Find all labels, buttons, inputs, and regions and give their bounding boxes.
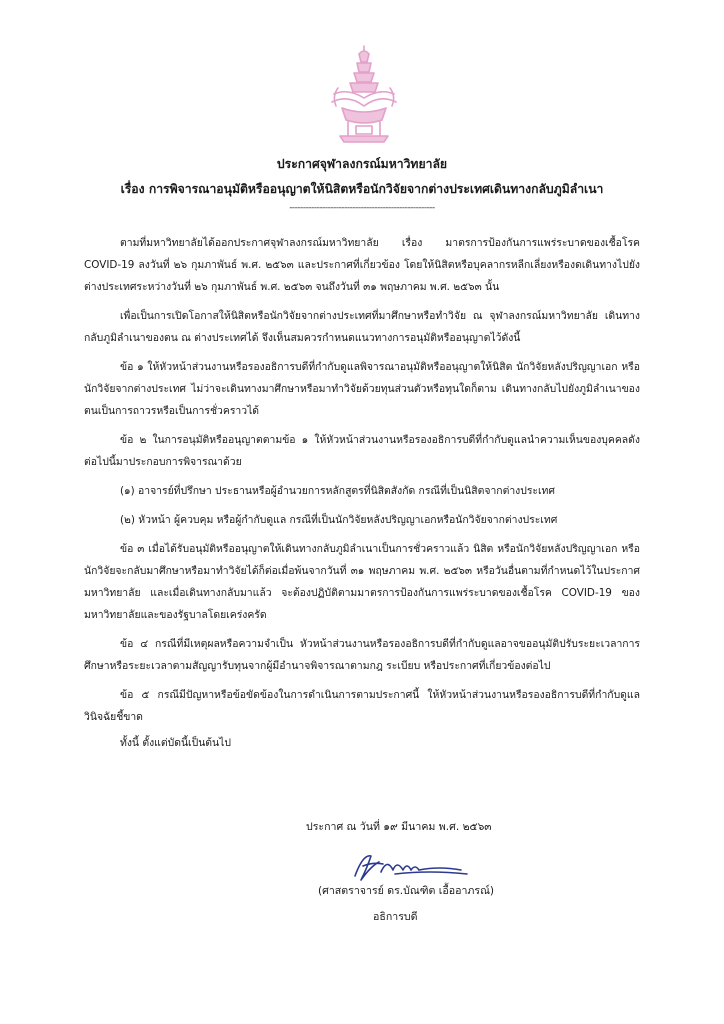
clause-2-item-1: (๑) อาจารย์ที่ปรึกษา ประธานหรือผู้อำนวยการหลักสูตรที่นิสิตสังกัด กรณีที่เป็นนิสิตจากต่างประเทศ: [120, 485, 555, 497]
clause-4: ข้อ ๔ กรณีที่มีเหตุผลหรือความจำเป็น หัวหน้าส่วนงานหรือรองอธิการบดีที่กำกับดูแลอาจขออนุมัติปรับระยะเวลาการศึกษาหรือระยะเวลาตามสัญญารับทุนจากผู้มีอำนาจพิจารณาตามกฎ ระเบียบ หรือประกาศที่เกี่ยวข้องต่อไป: [84, 638, 640, 672]
clause-2: ข้อ ๒ ในการอนุมัติหรืออนุญาตตามข้อ ๑ ให้หัวหน้าส่วนงานหรือรองอธิการบดีที่กำกับดูแลนำความเห็นของบุคคลดังต่อไปนี้มาประกอบการพิจารณาด้วย: [84, 434, 640, 468]
university-seal-icon: [326, 42, 402, 144]
announcement-subject: เรื่อง การพิจารณาอนุมัติหรืออนุญาตให้นิสิตหรือนักวิจัยจากต่างประเทศเดินทางกลับภูมิลำเนา: [120, 182, 604, 196]
clause-3: ข้อ ๓ เมื่อได้รับอนุมัติหรืออนุญาตให้เดินทางกลับภูมิลำเนาเป็นการชั่วคราวแล้ว นิสิต หรือนักวิจัยหลังปริญญาเอก หรือนักวิจัยจะกลับมาศึกษาหรือมาทำวิจัยได้ก็ต่อเมื่อพ้นจากวันที่ ๓๑ พฤษภาคม พ.ศ. ๒๕๖๓ หรือวันอื่นตามที่กำหนดไว้ในประกาศมหาวิทยาลัย และเมื่อเดินทางกลับมาแล้ว จะต้องปฏิบัติตามมาตรการป้องกันการแพร่ระบาดของเชื้อโรค COVID-19 ของมหาวิทยาลัยและของรัฐบาลโดยเคร่งครัด: [84, 543, 640, 621]
signatory-name: (ศาสตราจารย์ ดร.บัณฑิต เอื้ออาภรณ์): [318, 885, 495, 897]
clause-1: ข้อ ๑ ให้หัวหน้าส่วนงานหรือรองอธิการบดีที่กำกับดูแลพิจารณาอนุมัติหรืออนุญาตให้นิสิต นักวิจัยหลังปริญญาเอก หรือนักวิจัยจากต่างประเทศ ไม่ว่าจะเดินทางมาศึกษาหรือมาทำวิจัยด้วยทุนส่วนตัวหรือทุนใดก็ตาม เดินทางกลับไปยังภูมิลำเนาของตนเป็นการถาวรหรือเป็นการชั่วคราวได้: [84, 361, 640, 417]
paragraph-purpose: เพื่อเป็นการเปิดโอกาสให้นิสิตหรือนักวิจัยจากต่างประเทศที่มาศึกษาหรือทำวิจัย ณ จุฬาลงกรณ์มหาวิทยาลัย เดินทางกลับภูมิลำเนาของตน ณ ต่างประเทศได้ จึงเห็นสมควรกำหนดแนวทางการอนุมัติหรืออนุญาตไว้ดังนี้: [84, 310, 640, 344]
separator-rule: -----------------------------------------------------: [289, 203, 435, 213]
announcement-body: [84, 232, 640, 761]
announcement-title: ประกาศจุฬาลงกรณ์มหาวิทยาลัย: [276, 157, 448, 171]
handwritten-signature-icon: [349, 850, 475, 886]
paragraph-background: ตามที่มหาวิทยาลัยได้ออกประกาศจุฬาลงกรณ์มหาวิทยาลัย เรื่อง มาตรการป้องกันการแพร่ระบาดของเชื้อโรค COVID-19 ลงวันที่ ๒๖ กุมภาพันธ์ พ.ศ. ๒๕๖๓ และประกาศที่เกี่ยวข้อง โดยให้นิสิตหรือบุคลากรหลีกเลี่ยงหรืองดเดินทางไปยังต่างประเทศระหว่างวันที่ ๒๖ กุมภาพันธ์ พ.ศ. ๒๕๖๓ จนถึงวันที่ ๓๑ พฤษภาคม พ.ศ. ๒๕๖๓ นั้น: [84, 237, 640, 293]
clause-5: ข้อ ๕ กรณีมีปัญหาหรือข้อขัดข้องในการดำเนินการตามประกาศนี้ ให้หัวหน้าส่วนงานหรือรองอธิการบดีที่กำกับดูแลวินิจฉัยชี้ขาด: [84, 689, 640, 723]
clause-2-item-2: (๒) หัวหน้า ผู้ควบคุม หรือผู้กำกับดูแล กรณีที่เป็นนักวิจัยหลังปริญญาเอกหรือนักวิจัยจากต่างประเทศ: [120, 514, 558, 526]
signatory-title: อธิการบดี: [373, 911, 418, 923]
effective-statement: ทั้งนี้ ตั้งแต่บัดนี้เป็นต้นไป: [120, 737, 231, 749]
announcement-date: ประกาศ ณ วันที่ ๑๙ มีนาคม พ.ศ. ๒๕๖๓: [306, 821, 492, 833]
